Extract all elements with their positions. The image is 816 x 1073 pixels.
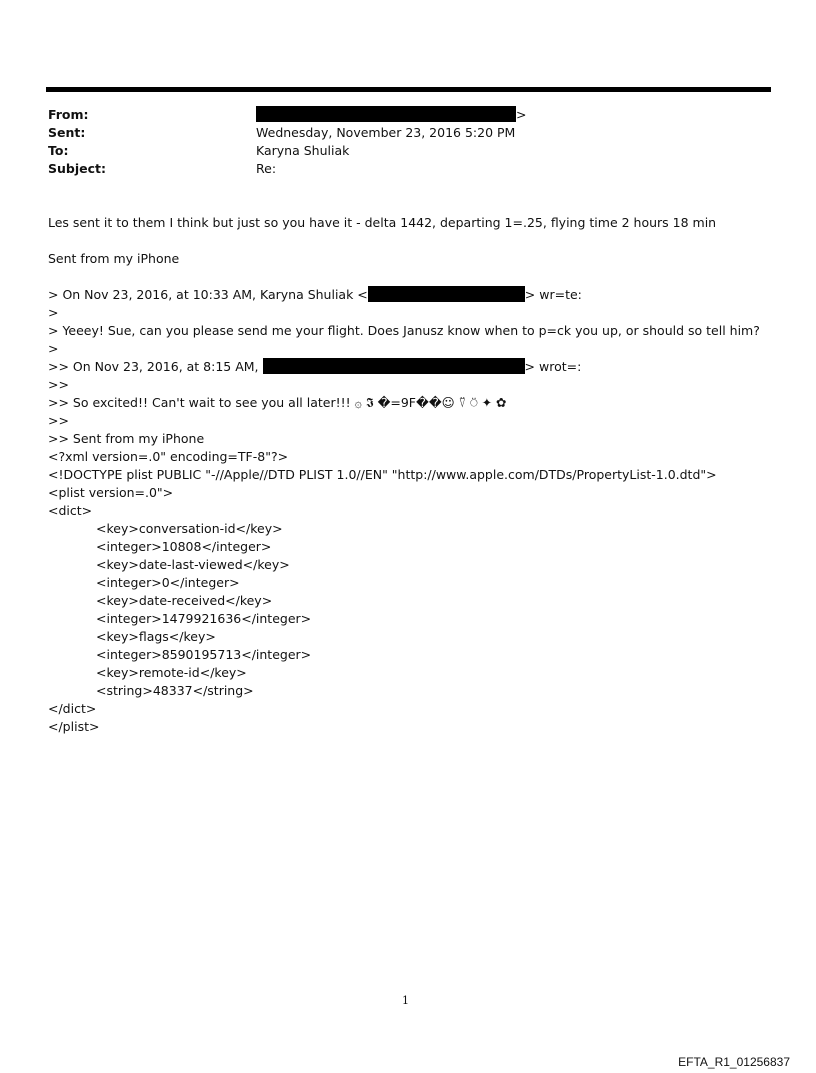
quote-suffix: > wrot=:: [524, 359, 582, 374]
subject-label: Subject:: [48, 161, 106, 176]
page-number: 1: [402, 994, 409, 1007]
body-line: Les sent it to them I think but just so you have it - delta 1442, departing 1=.25, flying time 2 hours 18 min: [48, 215, 717, 230]
xml-line: <string>48337</string>: [96, 683, 254, 698]
xml-line: <!DOCTYPE plist PUBLIC "-//Apple//DTD PLIST 1.0//EN" "http://www.apple.com/DTDs/PropertyList-1.0.dtd">: [48, 467, 717, 482]
from-suffix: >: [516, 107, 527, 122]
xml-line: <plist version=.0">: [48, 485, 174, 500]
from-row: [48, 106, 89, 124]
to-label: To:: [48, 143, 69, 158]
quote-suffix: > wr=te:: [524, 287, 582, 302]
xml-line: <integer>10808</integer>: [96, 539, 272, 554]
quote-prefix: > On Nov 23, 2016, at 10:33 AM, Karyna Shuliak <: [48, 287, 368, 302]
redaction-bar: [368, 286, 525, 302]
redaction-bar: [256, 106, 516, 122]
signature-line: Sent from my iPhone: [48, 251, 180, 266]
redaction-bar: [263, 358, 525, 374]
xml-line: <?xml version=.0" encoding=TF-8"?>: [48, 449, 289, 464]
xml-line: <key>flags</key>: [96, 629, 216, 644]
quoted-header-2: [48, 358, 581, 376]
quoted-header-1: [48, 286, 582, 304]
document-id: EFTA_R1_01256837: [678, 1055, 790, 1069]
sent-row: [48, 124, 85, 142]
quote-line: >: [48, 305, 59, 320]
from-label: From:: [48, 107, 89, 122]
subject-row: [48, 160, 106, 178]
xml-line: <integer>0</integer>: [96, 575, 240, 590]
xml-line: <integer>8590195713</integer>: [96, 647, 312, 662]
sent-label: Sent:: [48, 125, 86, 140]
xml-line: <key>date-last-viewed</key>: [96, 557, 290, 572]
quote-line: >: [48, 341, 59, 356]
xml-line: <dict>: [48, 503, 93, 518]
quote-prefix: >> On Nov 23, 2016, at 8:15 AM,: [48, 359, 259, 374]
header-rule: [46, 87, 771, 92]
from-value: [256, 106, 526, 124]
quote-line: >> Sent from my iPhone: [48, 431, 205, 446]
xml-line: <integer>1479921636</integer>: [96, 611, 312, 626]
xml-line: </dict>: [48, 701, 97, 716]
xml-line: <key>date-received</key>: [96, 593, 273, 608]
xml-line: <key>conversation-id</key>: [96, 521, 283, 536]
subject-value: Re:: [256, 161, 277, 176]
xml-line: <key>remote-id</key>: [96, 665, 247, 680]
quote-line: >>: [48, 413, 69, 428]
xml-line: </plist>: [48, 719, 100, 734]
quote-line: > Yeeey! Sue, can you please send me your flight. Does Janusz know when to p=ck you up, or should so tell him?: [48, 323, 760, 338]
quote-line: >> So excited!! Can't wait to see you all later!!! ۞ 𝕴 �=9F��☺ ⍢ ⍥ ✦ ✿: [48, 395, 507, 410]
sent-value: Wednesday, November 23, 2016 5:20 PM: [256, 125, 516, 140]
quote-line: >>: [48, 377, 69, 392]
to-value: Karyna Shuliak: [256, 143, 350, 158]
to-row: [48, 142, 68, 160]
